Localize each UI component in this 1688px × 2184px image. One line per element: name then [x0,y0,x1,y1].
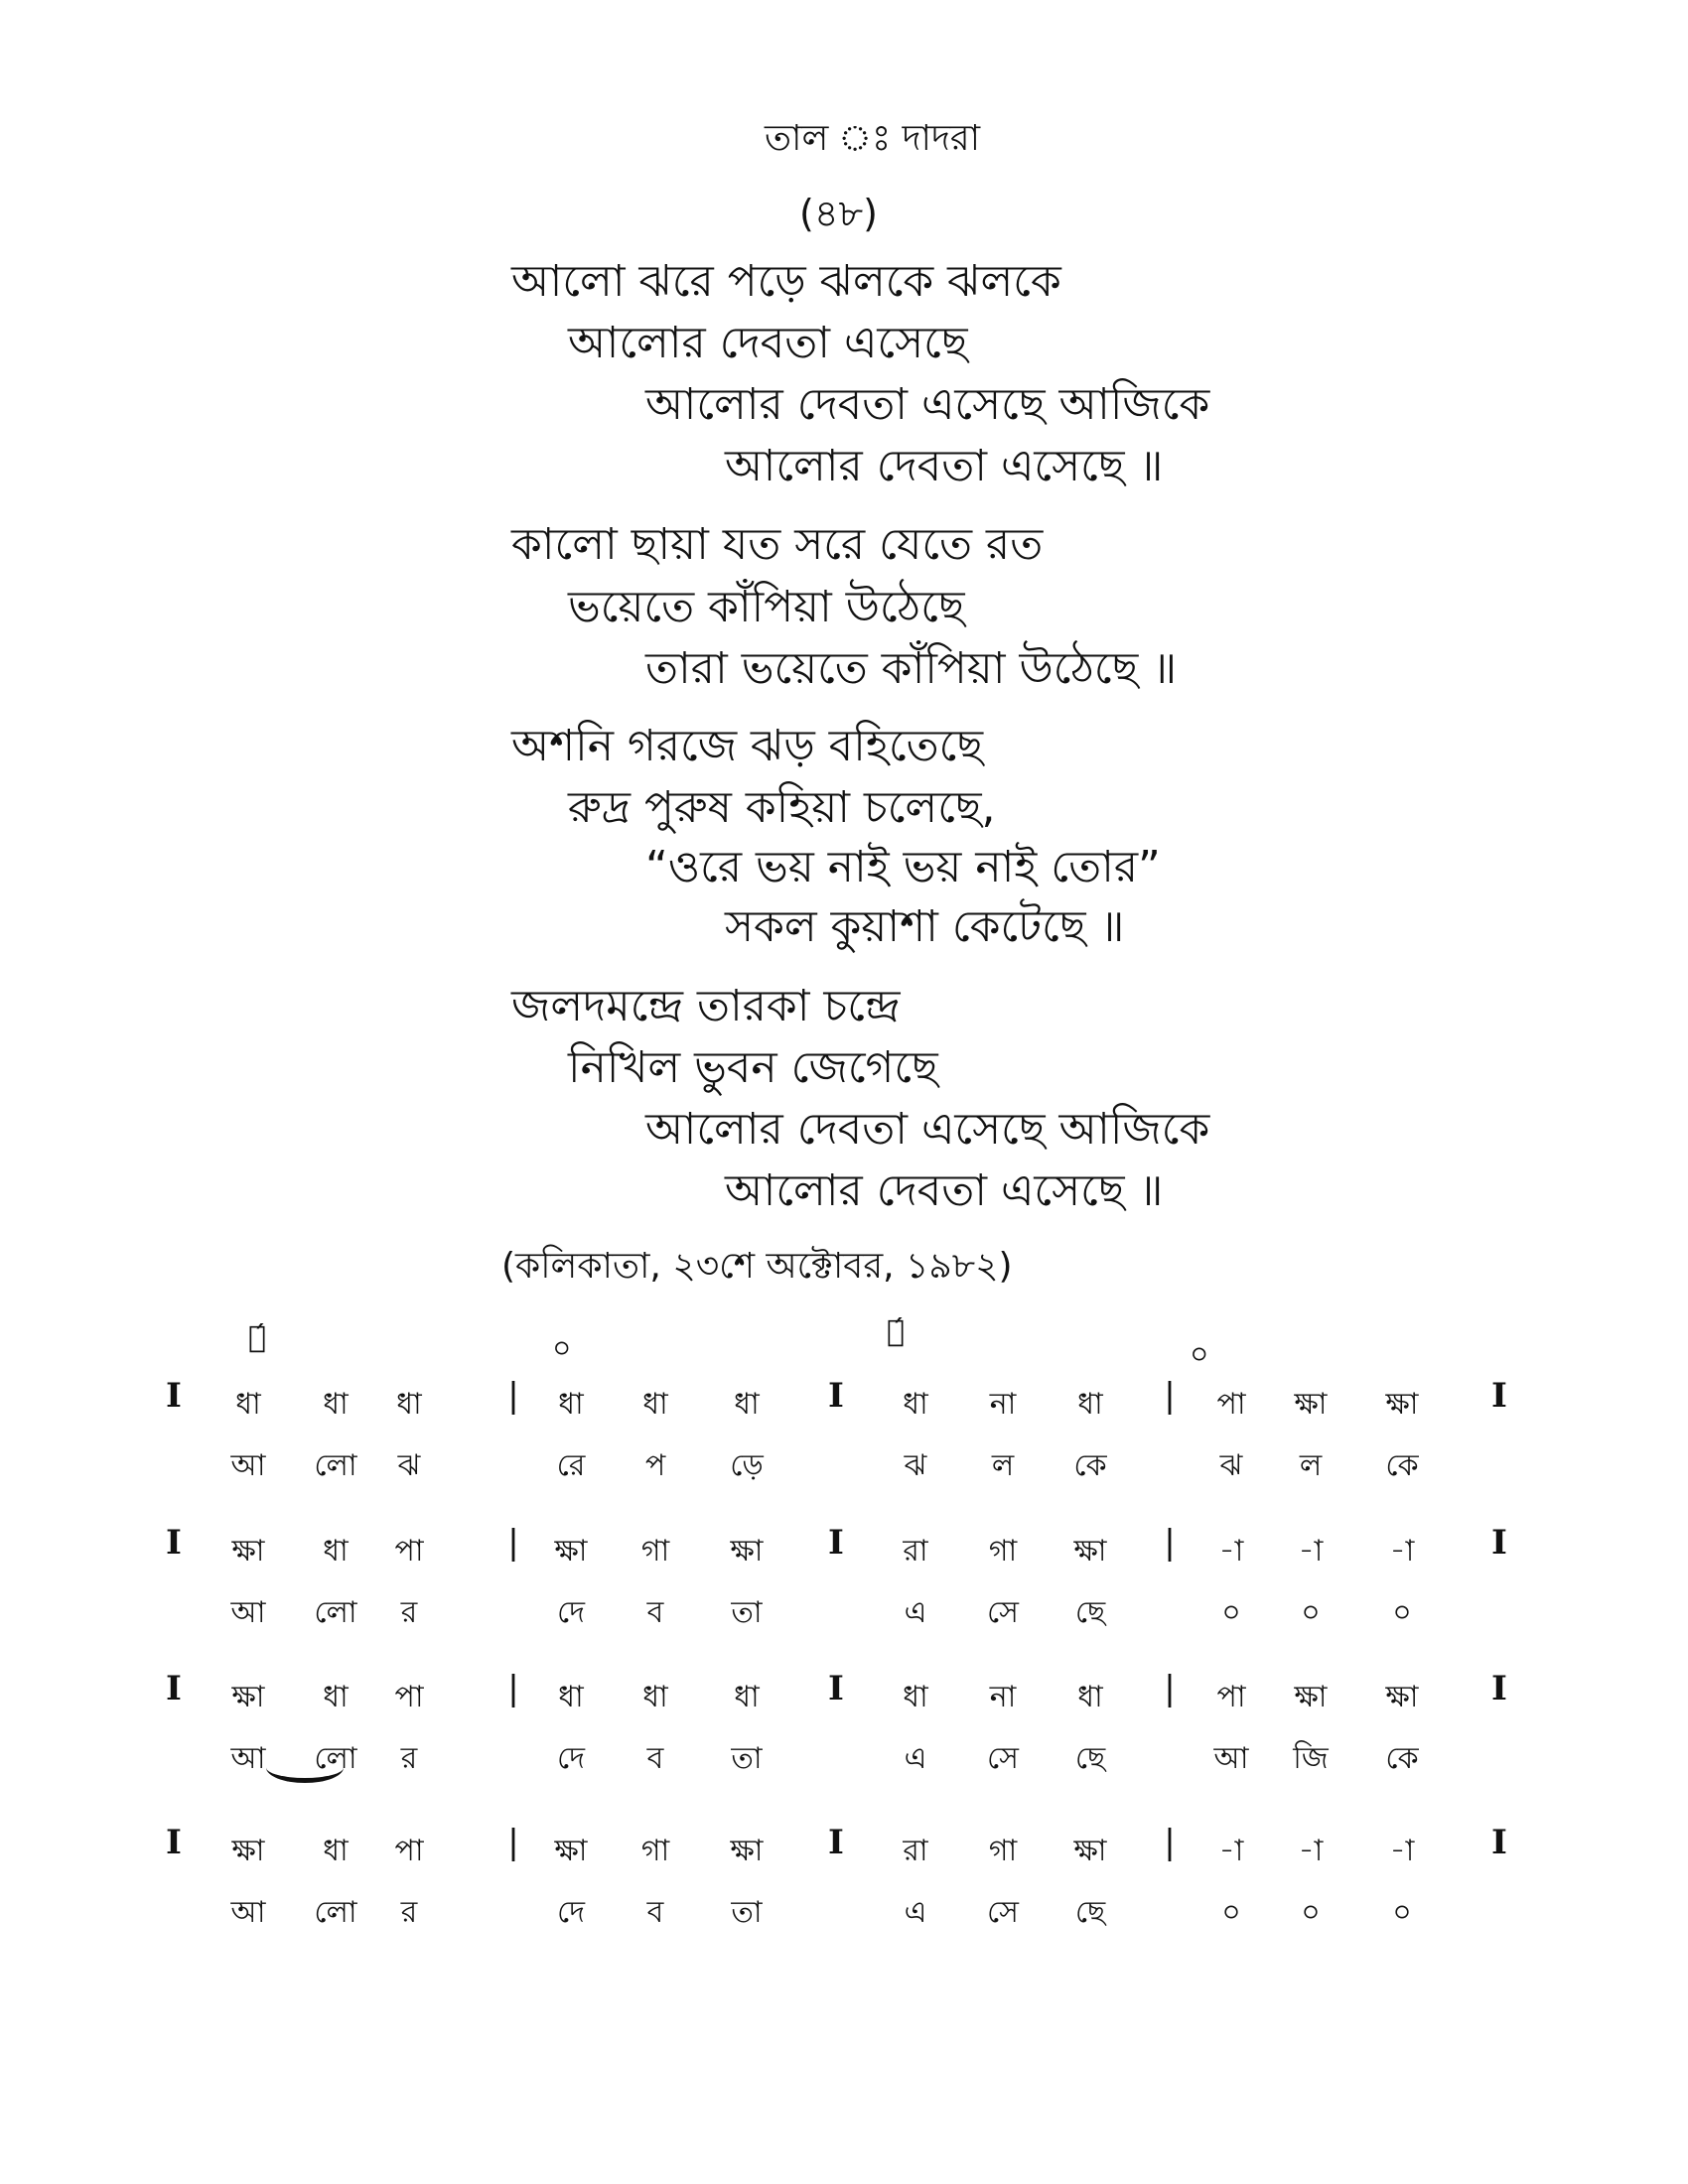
lyric-syllable: দে [557,1895,585,1930]
lyric-syllable: কে [1385,1448,1419,1483]
tal-label: তাল ঃ দাদরা [765,118,981,159]
lyric-syllable: ছে [1074,1895,1106,1930]
stanza-line: আলোর দেবতা এসেছে ॥ [725,1165,1164,1216]
lyric-syllable: র [400,1895,418,1930]
swar-note: ধা [323,1834,349,1868]
lyric-syllable: এ [904,1595,927,1630]
stanza-line: কালো ছায়া যত সরে যেতে রত [511,519,1044,570]
lyric-syllable: এ [904,1895,927,1930]
lyric-syllable: দে [557,1741,585,1776]
swar-note: পা [1216,1387,1246,1422]
swar-note: গা [988,1534,1018,1569]
swar-note: ধা [642,1387,668,1422]
swar-note: -া [1218,1534,1244,1569]
swar-note: ধা [323,1680,349,1714]
swar-note: ধা [1077,1387,1103,1422]
stanza-line: আলোর দেবতা এসেছে [568,318,968,368]
lyric-syllable: দে [557,1595,585,1630]
lyric-syllable: ব [646,1895,664,1930]
lyric-syllable: র [400,1741,418,1776]
swar-note: ধা [903,1387,928,1422]
composition-date: (কলিকাতা, ২৩শে অক্টোবর, ১৯৮২) [501,1246,1013,1287]
bar-line-major: I [828,1823,844,1862]
bar-line-minor: | [507,1376,519,1416]
beat-mark: ০ [1190,1337,1209,1372]
lyric-syllable: জি [1293,1741,1329,1776]
swar-note: পা [394,1534,424,1569]
bar-line-major: I [828,1523,844,1563]
lyric-syllable: আ [230,1595,266,1630]
bar-line-minor: | [1164,1669,1176,1708]
swar-note: ক্ষা [554,1834,588,1868]
lyric-syllable: লো [314,1741,357,1776]
swar-note: -া [1218,1834,1244,1868]
swar-note: -া [1389,1534,1415,1569]
stanza-line: সকল কুয়াশা কেটেছে ॥ [725,901,1125,952]
swar-note: রা [903,1534,928,1569]
swar-note: গা [988,1834,1018,1868]
lyric-syllable: ব [646,1741,664,1776]
bar-line-minor: | [507,1669,519,1708]
bar-line-major: I [828,1669,844,1708]
swar-note: গা [640,1534,670,1569]
swar-note: ক্ষা [231,1680,265,1714]
lyric-syllable: রে [556,1448,586,1483]
swar-note: ক্ষা [730,1534,764,1569]
swar-note: ধা [235,1387,261,1422]
bar-line-major: I [828,1376,844,1416]
notation-row [0,1669,1688,1812]
lyric-syllable: আ [1213,1741,1249,1776]
lyric-syllable: আ [230,1741,266,1776]
lyric-syllable: ০ [1301,1595,1321,1630]
lyric-syllable: আ [230,1448,266,1483]
lyric-syllable: লো [314,1595,357,1630]
slur-mark [266,1752,344,1783]
swar-note: ক্ষা [554,1534,588,1569]
lyric-syllable: কে [1073,1448,1107,1483]
stanza-line: অশনি গরজে ঝড় বহিতেছে [511,721,983,771]
notation-row [0,1823,1688,1966]
swar-note: ধা [903,1680,928,1714]
lyric-syllable: ছে [1074,1741,1106,1776]
swar-note: না [989,1387,1017,1422]
lyric-syllable: আ [230,1895,266,1930]
lyric-syllable: কে [1385,1741,1419,1776]
lyric-syllable: ঝ [1219,1448,1243,1483]
swar-note: না [989,1680,1017,1714]
swar-note: ধা [323,1534,349,1569]
lyric-syllable: তা [731,1741,763,1776]
beat-mark: ১́ [887,1314,906,1349]
beat-mark: ১́ [248,1320,267,1355]
lyric-syllable: এ [904,1741,927,1776]
swar-note: -া [1389,1834,1415,1868]
bar-line-major: I [1491,1823,1507,1862]
swar-note: ধা [734,1387,760,1422]
swar-note: -া [1298,1534,1324,1569]
stanza-line: রুদ্র পুরুষ কহিয়া চলেছে, [568,782,996,833]
bar-line-minor: | [1164,1523,1176,1563]
lyric-syllable: ড়ে [730,1448,764,1483]
swar-note: ধা [323,1387,349,1422]
swar-note: ক্ষা [1294,1387,1328,1422]
bar-line-major: I [1491,1523,1507,1563]
lyric-syllable: তা [731,1595,763,1630]
swar-note: ক্ষা [231,1834,265,1868]
lyric-syllable: সে [987,1895,1019,1930]
lyric-syllable: সে [987,1595,1019,1630]
lyric-syllable: প [644,1448,666,1483]
stanza-line: জলদমন্দ্রে তারকা চন্দ্রে [511,981,901,1031]
stanza-line: আলোর দেবতা এসেছে ॥ [725,441,1164,491]
bar-line-major: I [166,1669,182,1708]
lyric-syllable: ঝ [397,1448,421,1483]
swar-note: ক্ষা [1294,1680,1328,1714]
swar-note: ক্ষা [1073,1834,1107,1868]
lyric-syllable: র [400,1595,418,1630]
stanza-line: তারা ভয়েতে কাঁপিয়া উঠেছে ॥ [645,643,1178,694]
bar-line-minor: | [1164,1823,1176,1862]
song-number: (৪৮) [799,192,878,235]
lyric-syllable: ০ [1221,1895,1241,1930]
lyric-syllable: লো [314,1895,357,1930]
swar-note: পা [394,1834,424,1868]
bar-line-minor: | [507,1823,519,1862]
stanza-line: আলো ঝরে পড়ে ঝলকে ঝলকে [511,256,1061,307]
bar-line-minor: | [1164,1376,1176,1416]
lyric-syllable: ঝ [904,1448,927,1483]
swar-note: ক্ষা [231,1534,265,1569]
swar-note: ধা [558,1387,584,1422]
notation-row [0,1376,1688,1519]
lyric-syllable: তা [731,1895,763,1930]
stanza-line: নিখিল ভুবন জেগেছে [568,1042,938,1093]
swar-note: গা [640,1834,670,1868]
stanza-line: ভয়েতে কাঁপিয়া উঠেছে [568,582,965,632]
bar-line-major: I [166,1523,182,1563]
bar-line-major: I [1491,1669,1507,1708]
swar-note: ধা [396,1387,422,1422]
bar-line-major: I [1491,1376,1507,1416]
lyric-syllable: লো [314,1448,357,1483]
lyric-syllable: সে [987,1741,1019,1776]
lyric-syllable: ০ [1392,1595,1412,1630]
swar-note: ধা [1077,1680,1103,1714]
swar-note: -া [1298,1834,1324,1868]
lyric-syllable: ০ [1301,1895,1321,1930]
lyric-syllable: ব [646,1595,664,1630]
lyric-syllable: ল [1299,1448,1323,1483]
swar-note: পা [394,1680,424,1714]
bar-line-major: I [166,1823,182,1862]
lyric-syllable: ০ [1221,1595,1241,1630]
stanza-line: আলোর দেবতা এসেছে আজিকে [645,1104,1210,1155]
swar-note: ক্ষা [1385,1387,1419,1422]
bar-line-minor: | [507,1523,519,1563]
swar-note: পা [1216,1680,1246,1714]
swar-note: ধা [642,1680,668,1714]
swar-note: ক্ষা [730,1834,764,1868]
lyric-syllable: ছে [1074,1595,1106,1630]
stanza-line: “ওরে ভয় নাই ভয় নাই তোর” [645,842,1161,892]
lyric-syllable: ল [991,1448,1015,1483]
swar-note: ধা [734,1680,760,1714]
swar-note: ধা [558,1680,584,1714]
swar-note: রা [903,1834,928,1868]
swar-note: ক্ষা [1073,1534,1107,1569]
swar-note: ক্ষা [1385,1680,1419,1714]
stanza-line: আলোর দেবতা এসেছে আজিকে [645,379,1210,430]
notation-row [0,1523,1688,1666]
beat-mark: ০ [552,1331,572,1366]
bar-line-major: I [166,1376,182,1416]
lyric-syllable: ০ [1392,1895,1412,1930]
